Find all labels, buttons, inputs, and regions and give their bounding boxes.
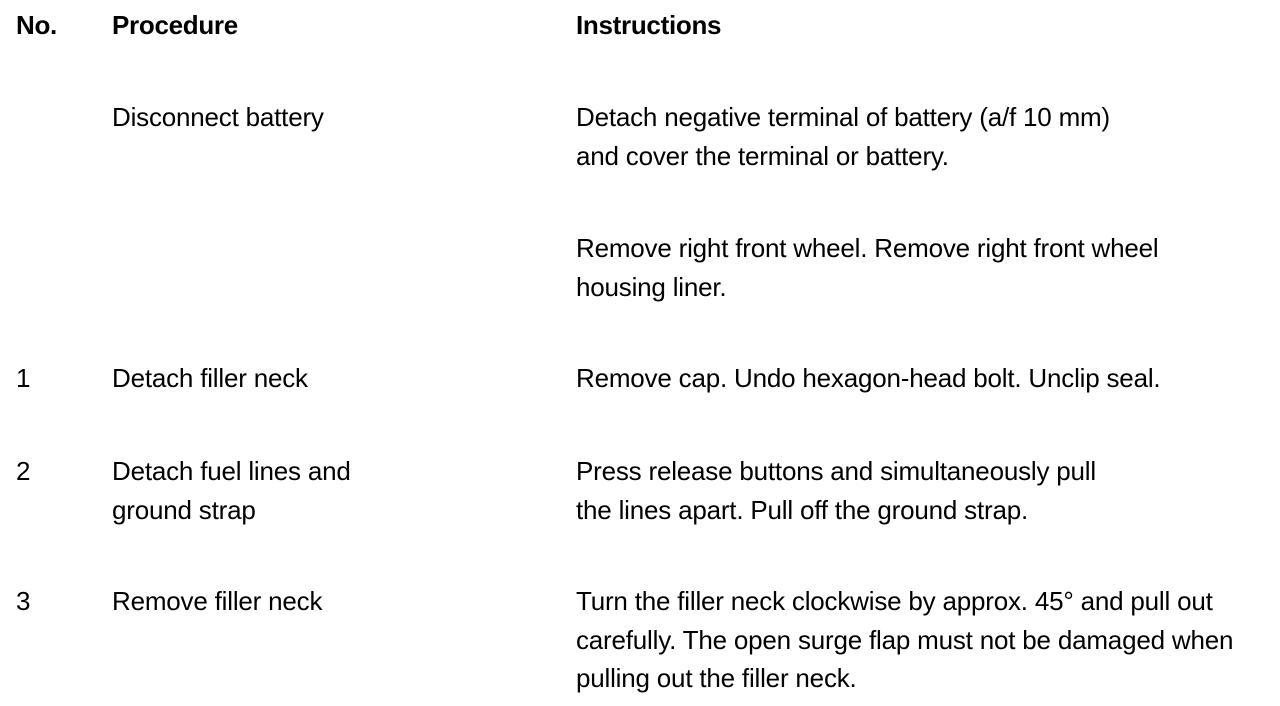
instruction-line: the lines apart. Pull off the ground strap. <box>576 494 1028 525</box>
row-instructions <box>576 452 1276 529</box>
row-number: 1 <box>16 363 31 393</box>
instruction-line: carefully. The open surge flap must not be damaged when <box>576 624 1234 655</box>
row-number: 2 <box>16 456 31 486</box>
instruction-line: Remove right front wheel. Remove right front wheel <box>576 233 1159 263</box>
instruction-line: and cover the terminal or battery. <box>576 140 949 171</box>
instruction-line: Turn the filler neck clockwise by approx. 45° and pull out <box>576 586 1213 616</box>
instruction-line: Detach negative terminal of battery (a/f 10 mm) <box>576 102 1110 132</box>
header-no: No. <box>16 10 57 40</box>
row-instructions <box>576 229 1276 306</box>
row-instructions <box>576 359 1276 398</box>
procedure-line: Remove filler neck <box>112 586 323 616</box>
instruction-line: housing liner. <box>576 271 727 302</box>
procedure-line: Disconnect battery <box>112 102 324 132</box>
row-number: 3 <box>16 586 31 616</box>
header-instructions: Instructions <box>576 10 722 40</box>
row-procedure <box>112 452 552 529</box>
row-instructions <box>576 582 1276 698</box>
row-procedure <box>112 359 552 398</box>
procedure-line: Detach filler neck <box>112 363 308 393</box>
row-procedure <box>112 582 552 621</box>
instruction-line: pulling out the filler neck. <box>576 663 857 693</box>
procedure-line: ground strap <box>112 494 256 525</box>
instruction-line: Remove cap. Undo hexagon-head bolt. Unclip seal. <box>576 363 1161 393</box>
instruction-line: Press release buttons and simultaneously pull <box>576 456 1096 486</box>
row-instructions <box>576 98 1276 175</box>
procedure-line: Detach fuel lines and <box>112 456 351 486</box>
header-procedure: Procedure <box>112 10 238 40</box>
row-procedure <box>112 98 552 137</box>
table-header <box>0 8 1280 42</box>
